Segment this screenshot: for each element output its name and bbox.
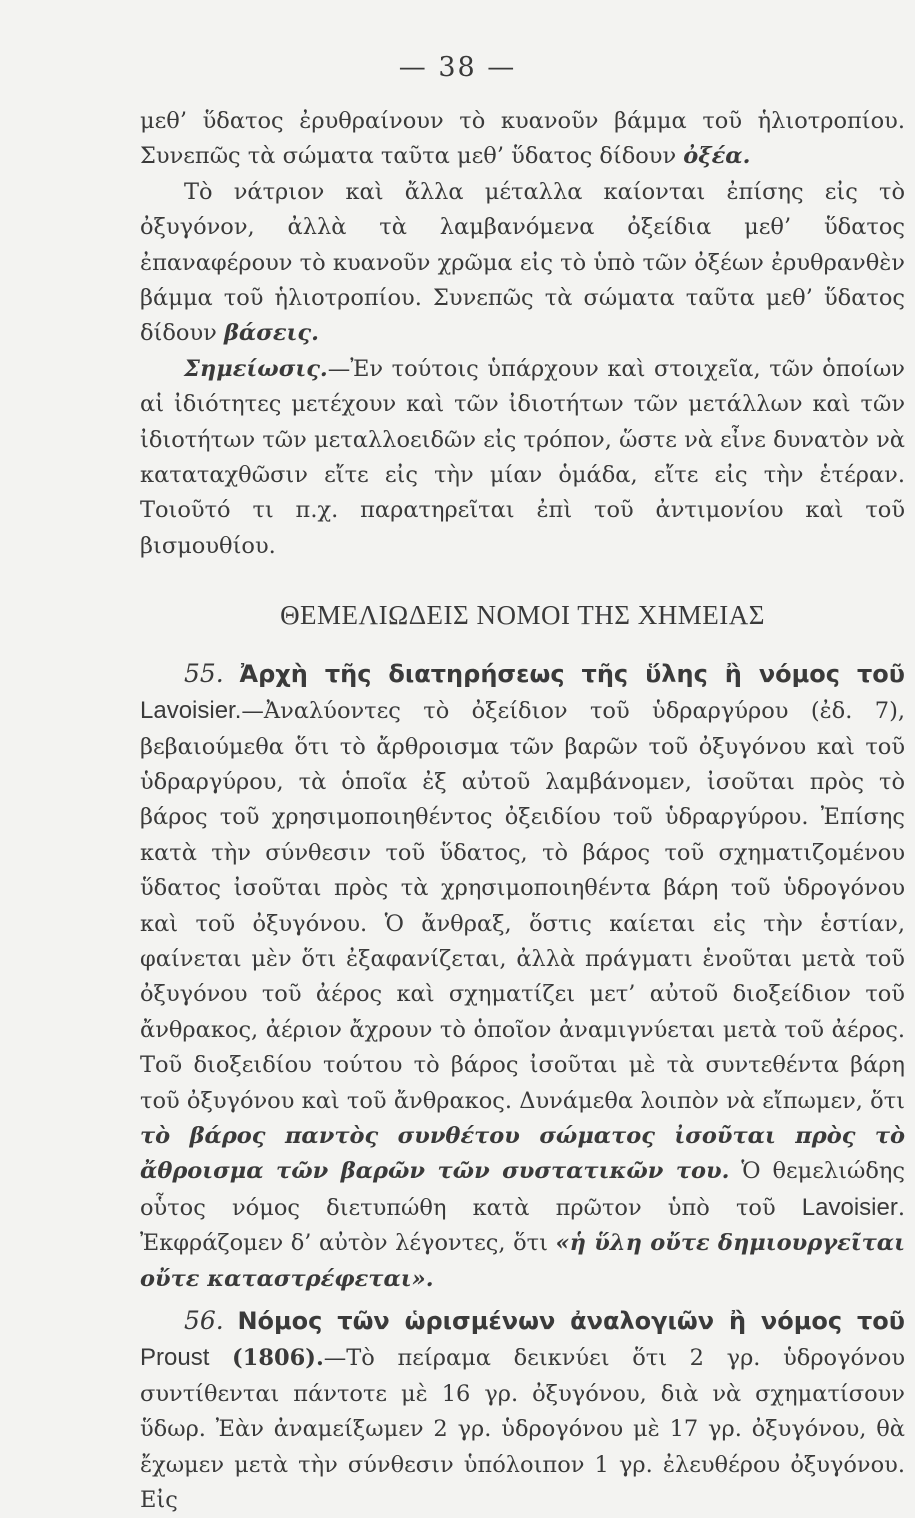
paragraph-text: Τὸ νάτριον καὶ ἄλλα μέταλλα καίονται ἐπίσης εἰς τὸ ὀξυγόνον, ἀλλὰ τὰ λαμβανόμενα ὀξείδια μεθ’ ὕδατος ἐπαναφέρουν τὸ κυανοῦν χρῶμα εἰς τὸ ὑπὸ τῶν ὀξέων ἐρυθρανθὲν βάμμα τοῦ ἡλιοτροπίου. Συνεπῶς τὰ σώματα ταῦτα μεθ’ ὕδατος δίδουν: [140, 178, 905, 347]
paragraph-text: Ὁ θεμελιώδης οὗτος νόμος διετυπώθη κατὰ πρῶτον ὑπὸ τοῦ: [140, 1158, 905, 1221]
emphasis-quote: «ἡ ὕλη οὔτε δημιουργεῖται οὔτε καταστρέφεται».: [140, 1230, 905, 1292]
paragraph-intro: [140, 104, 905, 175]
emphasis-statement: τὸ βάρος παντὸς συνθέτου σώματος ἰσοῦται πρὸς τὸ ἄθροισμα τῶν βαρῶν τῶν συστατικῶν του.: [140, 1122, 905, 1185]
emphasis-term: ὀξέα.: [683, 143, 751, 170]
paragraph-natrium: [140, 175, 905, 352]
paragraph-56: [140, 1303, 905, 1518]
paragraph-note: [140, 352, 905, 564]
paragraph-text: —Τὸ πείραμα δεικνύει ὅτι 2 γρ. ὑδρογόνου συντίθενται πάντοτε μὲ 16 γρ. ὀξυγόνου, διὰ νὰ σχηματίσουν ὕδωρ. Ἐὰν ἀναμείξωμεν 2 γρ. ὑδρογόνου μὲ 17 γρ. ὀξυγόνου, θὰ ἔχωμεν μετὰ τὴν σύνθεσιν ὑπόλοιπον 1 γρ. ἐλευθέρου ὀξυγόνου. Εἰς: [140, 1345, 905, 1514]
page-number: — 38 —: [398, 52, 517, 83]
note-label: Σημείωσις.: [184, 355, 328, 382]
section-number: 55.: [184, 658, 224, 688]
law-heading-name: Lavoisier.: [140, 697, 242, 725]
paragraph-55: [140, 656, 905, 1297]
paragraph-text: μεθ’ ὕδατος ἐρυθραίνουν τὸ κυανοῦν βάμμα τοῦ ἡλιοτροπίου. Συνεπῶς τὰ σώματα ταῦτα μεθ’ ὕδατος δίδουν: [140, 108, 905, 170]
law-heading-name: Proust: [140, 1344, 210, 1372]
scientist-name: Lavoisier: [801, 1193, 898, 1221]
section-title: ΘΕΜΕΛΙΩΔΕΙΣ ΝΟΜΟΙ ΤΗΣ ΧΗΜΕΙΑΣ: [280, 600, 765, 631]
page-body: [140, 104, 905, 1518]
paragraph-text: —Ἐν τούτοις ὑπάρχουν καὶ στοιχεῖα, τῶν ὁποίων αἱ ἰδιότητες μετέχουν καὶ τῶν ἰδιοτήτων τῶν μετάλλων καὶ τῶν ἰδιοτήτων τῶν μεταλλοειδῶν εἰς τρόπον, ὥστε νὰ εἶνε δυνατὸν νὰ καταταχθῶσιν εἴτε εἰς τὴν μίαν ὁμάδα, εἴτε εἰς τὴν ἑτέραν. Τοιοῦτό τι π.χ. παρατηρεῖται ἐπὶ τοῦ ἀντιμονίου καὶ τοῦ βισμουθίου.: [140, 355, 905, 559]
paragraph-text: . Ἐκφράζομεν δ’ αὐτὸν λέγοντες, ὅτι: [140, 1194, 905, 1257]
law-heading-year: (1806).: [232, 1345, 324, 1372]
law-heading: Ἀρχὴ τῆς διατηρήσεως τῆς ὕλης ἢ νόμος τοῦ: [239, 659, 905, 688]
section-number: 56.: [184, 1306, 224, 1335]
law-heading: Νόμος τῶν ὡρισμένων ἀναλογιῶν ἢ νόμος τοῦ: [237, 1307, 905, 1335]
paragraph-text: —Ἀναλύοντες τὸ ὀξείδιον τοῦ ὑδραργύρου (ἐδ. 7), βεβαιούμεθα ὅτι τὸ ἄρθροισμα τῶν βαρῶν τοῦ ὀξυγόνου καὶ τοῦ ὑδραργύρου, τὰ ὁποῖα ἐξ αὐτοῦ λαμβάνομεν, ἰσοῦται πρὸς τὸ βάρος τοῦ χρησιμοποιηθέντος ὀξειδίου τοῦ ὑδραργύρου. Ἐπίσης κατὰ τὴν σύνθεσιν τοῦ ὕδατος, τὸ βάρος τοῦ σχηματιζομένου ὕδατος ἰσοῦται πρὸς τὰ χρησιμοποιηθέντα βάρη τοῦ ὑδρογόνου καὶ τοῦ ὀξυγόνου. Ὁ ἄνθραξ, ὅστις καίεται εἰς τὴν ἑστίαν, φαίνεται μὲν ὅτι ἐξαφανίζεται, ἀλλὰ πράγματι ἑνοῦται μετὰ τοῦ ὀξυγόνου τοῦ ἀέρος καὶ σχηματίζει μετ’ αὐτοῦ διοξείδιον τοῦ ἄνθρακος, ἀέριον ἄχρουν τὸ ὁποῖον ἀναμιγνύεται μετὰ τοῦ ἀέρος. Τοῦ διοξειδίου τούτου τὸ βάρος ἰσοῦται μὲ τὰ συντεθέντα βάρη τοῦ ὀξυγόνου καὶ τοῦ ἄνθρακος. Δυνάμεθα λοιπὸν νὰ εἴπωμεν, ὅτι: [140, 698, 905, 1114]
emphasis-term: βάσεις.: [223, 320, 319, 347]
